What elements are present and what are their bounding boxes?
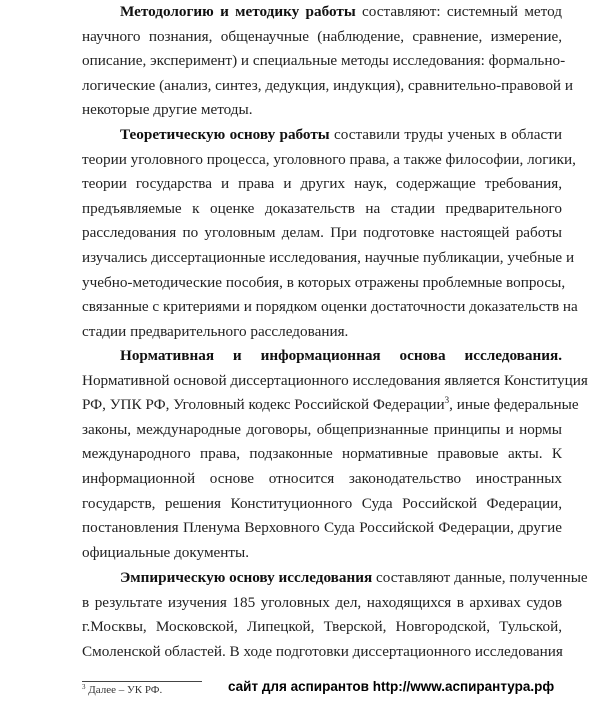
text-line: предъявляемые к оценке доказательств на стадии предварительного xyxy=(82,199,562,217)
footnote-reference: 3 xyxy=(444,395,450,406)
footnote xyxy=(82,683,162,697)
footnote-text: Далее – УК РФ. xyxy=(85,684,163,696)
text-line: расследования по уголовным делам. При подготовке настоящей работы xyxy=(82,224,562,242)
footnote-divider xyxy=(82,681,202,682)
text-line: теории уголовного процесса, уголовного права, а также философии, логики, xyxy=(82,150,576,168)
text-line: РФ, УПК РФ, Уголовный кодекс Российской Федерации$^3$, иные федеральные xyxy=(82,395,579,414)
text-line: в результате изучения 185 уголовных дел, находящихся в архивах судов xyxy=(82,593,562,611)
text-line: научного познания, общенаучные (наблюдение, сравнение, измерение, xyxy=(82,27,562,45)
text-line: изучались диссертационные исследования, научные публикации, учебные и xyxy=(82,248,575,266)
text-line: законы, международные договоры, общепризнанные принципы и нормы xyxy=(82,420,562,438)
text-line: постановления Пленума Верховного Суда Российской Федерации, другие xyxy=(82,519,562,537)
paragraph-theory xyxy=(82,123,578,344)
text-line: международного права, подзаконные нормативные правовые акты. К xyxy=(82,445,562,463)
text-line: информационной основе относится законодательство иностранных xyxy=(82,469,562,487)
text-line: стадии предварительного расследования. xyxy=(82,322,349,340)
heading-theory: Теоретическую основу работы xyxy=(120,126,330,143)
text-line xyxy=(82,344,562,369)
site-caption: сайт для аспирантов http://www.аспирантура.рф xyxy=(228,679,555,694)
paragraph-methodology xyxy=(82,0,573,123)
text-line: государств, решения Конституционного Суда Российской Федерации, xyxy=(82,494,562,512)
paragraph-empirical-basis xyxy=(82,566,588,664)
text-line: Методологию и методику работы составляют: системный метод xyxy=(120,3,562,20)
heading-normative-basis: Нормативная и информационная основа исследования. xyxy=(120,347,562,364)
text-line: описание, эксперимент) и специальные методы исследования: формально- xyxy=(82,52,566,70)
text-line: Нормативной основой диссертационного исследования является Конституция xyxy=(82,371,588,389)
text-line: теории государства и права и других наук, содержащие требования, xyxy=(82,175,562,193)
text-line: официальные документы. xyxy=(82,543,250,561)
paragraph-normative-basis xyxy=(82,344,588,565)
footnote-mark: 3 xyxy=(82,683,86,691)
text-line: логические (анализ, синтез, дедукция, индукция), сравнительно-правовой и xyxy=(82,76,573,94)
text-line: связанные с критериями и порядком оценки достаточности доказательств на xyxy=(82,298,578,316)
text-line: некоторые другие методы. xyxy=(82,101,253,119)
text-line: г.Москвы, Московской, Липецкой, Тверской, Новгородской, Тульской, xyxy=(82,618,562,636)
heading-empirical-basis: Эмпирическую основу исследования xyxy=(120,569,373,586)
text-line: учебно-методические пособия, в которых отражены проблемные вопросы, xyxy=(82,273,566,291)
text-line: Смоленской областей. В ходе подготовки диссертационного исследования xyxy=(82,642,563,660)
text-line: Эмпирическую основу исследования составляют данные, полученные xyxy=(120,569,588,586)
heading-methodology: Методологию и методику работы xyxy=(120,3,356,20)
text-line: Теоретическую основу работы составили труды ученых в области xyxy=(120,126,562,143)
